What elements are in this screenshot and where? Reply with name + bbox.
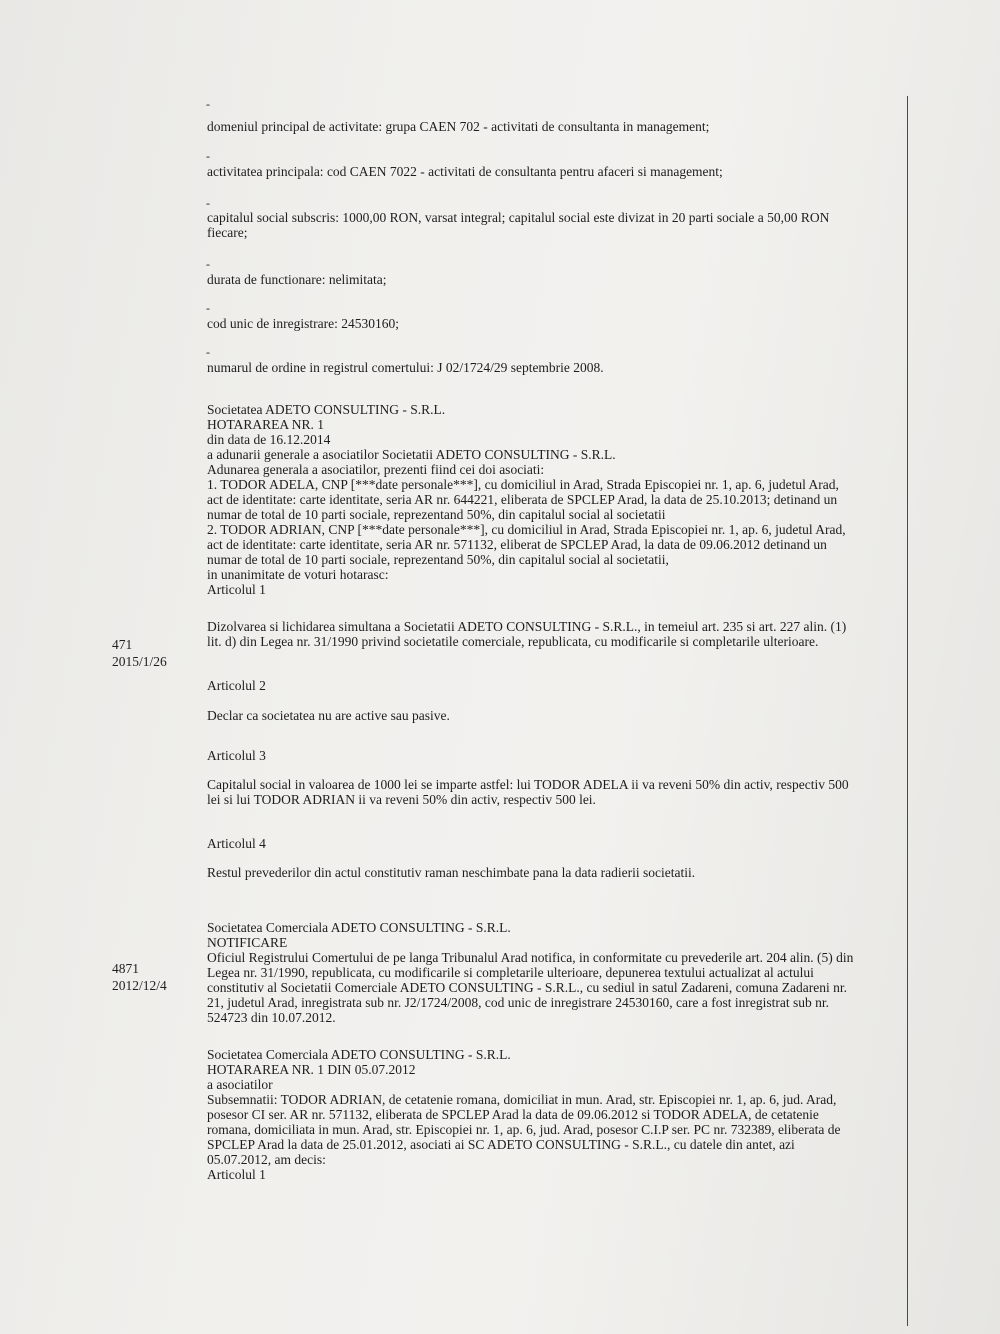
bullet-item — [207, 210, 907, 240]
text-line: act de identitate: carte identitate, seria AR nr. 571132, eliberat de SPCLEP Arad, la data de 09.06.2012 detinand un — [207, 537, 827, 552]
bullet-item — [207, 119, 907, 134]
text-line: lei si lui TODOR ADRIAN ii va reveni 50% din activ, respectiv 500 lei. — [207, 792, 596, 807]
text-line: constitutiv al Societatii Comerciale ADETO CONSULTING - S.R.L., cu sediul in satul Zadareni, comuna Zadareni nr. — [207, 980, 847, 995]
text-line: activitatea principala: cod CAEN 7022 - activitati de consultanta pentru afaceri si management; — [207, 164, 723, 179]
entry-reference — [112, 636, 192, 670]
text-line: lit. d) din Legea nr. 31/1990 privind societatile comerciale, republicata, cu modificarile si completarile ulterioare. — [207, 634, 819, 649]
text-line: Oficiul Registrului Comertului de pe langa Tribunalul Arad notifica, in conformitate cu prevederile art. 204 alin. (5) din — [207, 950, 854, 965]
entry-date: 2015/1/26 — [112, 654, 167, 669]
margin-rule — [907, 96, 908, 1326]
text-line: Legea nr. 31/1990, republicata, cu modificarile si completarile ulterioare, depunerea textului actualizat al actului — [207, 965, 814, 980]
text-line: Subsemnatii: TODOR ADRIAN, de cetatenie romana, domiciliat in mun. Arad, str. Episcopiei nr. 1, ap. 6, jud. Arad, — [207, 1092, 837, 1107]
article-3-text — [207, 777, 907, 807]
bullet-item — [207, 360, 907, 375]
text-line: Societatea ADETO CONSULTING - S.R.L. — [207, 402, 446, 417]
text-line: durata de functionare: nelimitata; — [207, 272, 387, 287]
entry-number: 4871 — [112, 961, 139, 976]
text-line: numar de total de 10 parti sociale, reprezentand 50%, din capitalul social al societatii — [207, 507, 666, 522]
text-line: Capitalul social in valoarea de 1000 lei se imparte astfel: lui TODOR ADELA ii va reveni 50% din activ, respectiv 500 — [207, 777, 849, 792]
text-line: HOTARAREA NR. 1 — [207, 417, 325, 432]
text-line: numar de total de 10 parti sociale, reprezentand 50%, din capitalul social al societatii, — [207, 552, 669, 567]
text-line: Societatea Comerciala ADETO CONSULTING - S.R.L. — [207, 1047, 511, 1062]
bullet-dash: - — [206, 196, 210, 210]
text-line: domeniul principal de activitate: grupa CAEN 702 - activitati de consultanta in management; — [207, 119, 710, 134]
entry-reference — [112, 960, 192, 994]
text-line: 21, judetul Arad, inregistrata sub nr. J2/1724/2008, cod unic de inregistrare 24530160, care a fost inregistrat sub nr. — [207, 995, 829, 1010]
text-line: numarul de ordine in registrul comertului: J 02/1724/29 septembrie 2008. — [207, 360, 604, 375]
article-2-title: Articolul 2 — [207, 678, 266, 693]
text-line: a adunarii generale a asociatilor Societatii ADETO CONSULTING - S.R.L. — [207, 447, 616, 462]
text-line: act de identitate: carte identitate, seria AR nr. 644221, eliberata de SPCLEP Arad, la data de 25.10.2013; detinand un — [207, 492, 838, 507]
text-line: 2. TODOR ADRIAN, CNP [***date personale***], cu domiciliul in Arad, Strada Episcopiei nr. 1, ap. 6, judetul Arad, — [207, 522, 846, 537]
bullet-item — [207, 164, 907, 179]
text-line: 1. TODOR ADELA, CNP [***date personale***], cu domiciliul in Arad, Strada Episcopiei nr. 1, ap. 6, judetul Arad, — [207, 477, 839, 492]
text-line: fiecare; — [207, 225, 248, 240]
article-title: Articolul 1 — [207, 582, 266, 597]
text-line: in unanimitate de voturi hotarasc: — [207, 567, 389, 582]
text-line: SPCLEP Arad la data de 25.01.2012, asociati ai SC ADETO CONSULTING - S.R.L., cu datele din antet, azi — [207, 1137, 795, 1152]
text-line: a asociatilor — [207, 1077, 273, 1092]
article-4-title: Articolul 4 — [207, 836, 266, 851]
article-2-text — [207, 708, 907, 723]
text-line: Restul prevederilor din actul constitutiv raman neschimbate pana la data radierii societatii. — [207, 865, 696, 880]
text-line: Declar ca societatea nu are active sau pasive. — [207, 708, 450, 723]
bullet-dash: - — [206, 149, 210, 163]
text-line: Adunarea generala a asociatilor, prezenti fiind cei doi asociati: — [207, 462, 545, 477]
notification-block — [207, 920, 907, 1025]
text-line: 05.07.2012, am decis: — [207, 1152, 326, 1167]
bullet-item — [207, 316, 907, 331]
resolution-2012-block — [207, 1047, 907, 1182]
bullet-dash: - — [206, 301, 210, 315]
text-line: Dizolvarea si lichidarea simultana a Societatii ADETO CONSULTING - S.R.L., in temeiul art. 235 si art. 227 alin. (1) — [207, 619, 847, 634]
text-line: HOTARAREA NR. 1 DIN 05.07.2012 — [207, 1062, 416, 1077]
bullet-dash: - — [206, 345, 210, 359]
article-3-title: Articolul 3 — [207, 748, 266, 763]
article-1-text — [207, 619, 907, 649]
text-line: romana, domiciliata in mun. Arad, str. Episcopiei nr. 1, ap. 6, jud. Arad, posesor C.I.P ser. PC nr. 732389, eliberata de — [207, 1122, 841, 1137]
text-line: posesor CI ser. AR nr. 571132, eliberata de SPCLEP Arad la data de 09.06.2012 si TODOR ADELA, de cetatenie — [207, 1107, 819, 1122]
text-line: NOTIFICARE — [207, 935, 288, 950]
bullet-dash: - — [206, 97, 210, 111]
bullet-dash: - — [206, 257, 210, 271]
text-line: Societatea Comerciala ADETO CONSULTING - S.R.L. — [207, 920, 511, 935]
bullet-item — [207, 272, 907, 287]
text-line: 524723 din 10.07.2012. — [207, 1010, 336, 1025]
text-line: capitalul social subscris: 1000,00 RON, varsat integral; capitalul social este divizat in 20 parti sociale a 50,00 RON — [207, 210, 830, 225]
text-line: din data de 16.12.2014 — [207, 432, 331, 447]
text-line: cod unic de inregistrare: 24530160; — [207, 316, 399, 331]
article-title: Articolul 1 — [207, 1167, 266, 1182]
entry-number: 471 — [112, 637, 133, 652]
resolution-header — [207, 402, 907, 597]
entry-date: 2012/12/4 — [112, 978, 167, 993]
article-4-text — [207, 865, 907, 880]
